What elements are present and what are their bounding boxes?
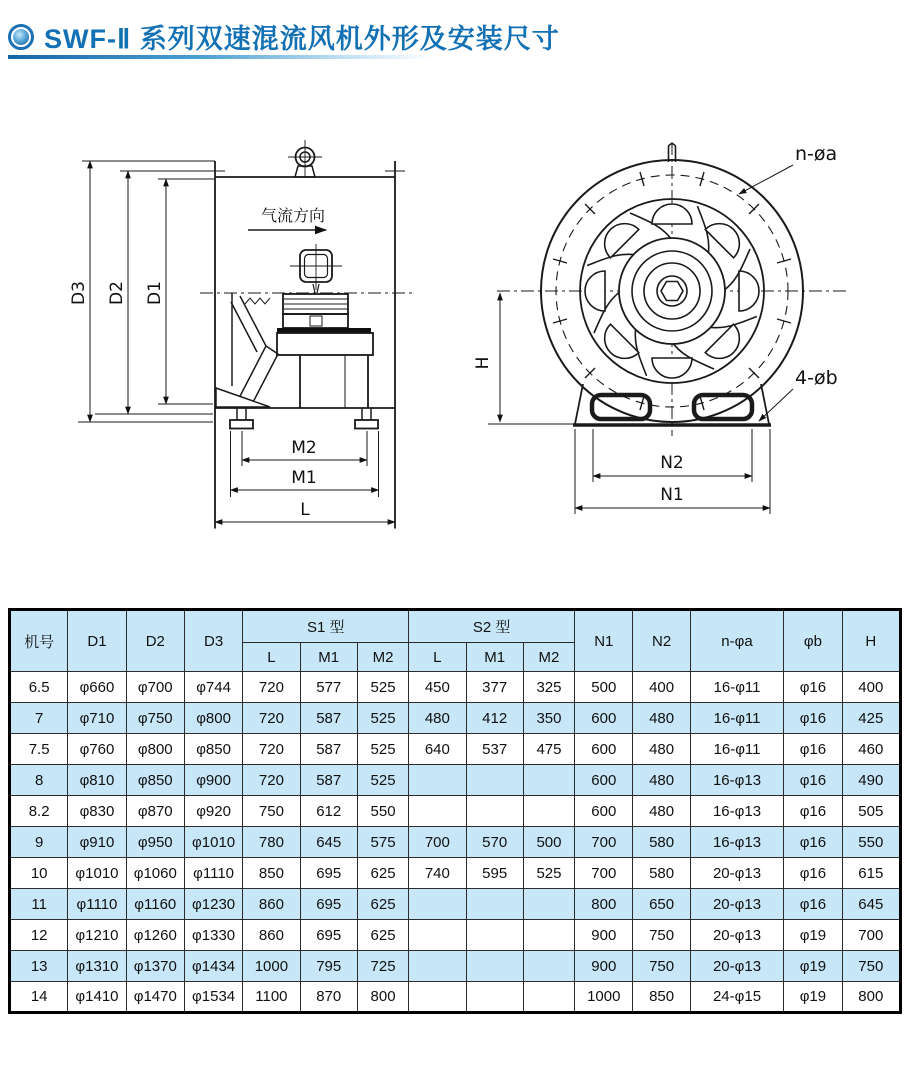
col-header-s2-type: S2 型 <box>409 610 575 643</box>
table-cell: 780 <box>243 827 300 858</box>
col-header-h: H <box>842 610 900 672</box>
col-header-s1-l: L <box>243 643 300 672</box>
table-cell <box>466 920 523 951</box>
table-cell: 860 <box>243 889 300 920</box>
table-cell: φ760 <box>68 734 126 765</box>
table-cell: φ1434 <box>184 951 242 982</box>
table-cell: 850 <box>633 982 690 1013</box>
table-cell: φ16 <box>784 858 842 889</box>
table-cell: φ1260 <box>126 920 184 951</box>
table-cell: 750 <box>633 951 690 982</box>
table-cell: 10 <box>10 858 68 889</box>
front-extension-lines <box>488 424 770 514</box>
col-header-d2: D2 <box>126 610 184 672</box>
table-cell <box>523 982 574 1013</box>
table-cell: φ950 <box>126 827 184 858</box>
table-cell: 600 <box>575 765 633 796</box>
table-cell: φ660 <box>68 672 126 703</box>
lifting-eye <box>288 140 322 178</box>
table-cell: φ750 <box>126 703 184 734</box>
table-cell: 7.5 <box>10 734 68 765</box>
table-cell: 587 <box>300 734 357 765</box>
inlet-cone <box>216 293 278 408</box>
col-header-s2-m1: M1 <box>466 643 523 672</box>
table-cell: 20-φ13 <box>690 889 784 920</box>
table-cell: 625 <box>357 858 408 889</box>
table-cell: 720 <box>243 734 300 765</box>
col-header-s1-m1: M1 <box>300 643 357 672</box>
table-cell: 480 <box>409 703 466 734</box>
table-header <box>10 610 901 672</box>
col-header-d3: D3 <box>184 610 242 672</box>
table-cell <box>409 765 466 796</box>
table-cell: 377 <box>466 672 523 703</box>
table-cell: 580 <box>633 858 690 889</box>
table-cell: 700 <box>409 827 466 858</box>
table-cell <box>409 796 466 827</box>
col-header-phi-b: φb <box>784 610 842 672</box>
table-cell: 525 <box>357 703 408 734</box>
table-cell: 750 <box>243 796 300 827</box>
table-cell: φ870 <box>126 796 184 827</box>
table-cell <box>409 951 466 982</box>
table-cell: 700 <box>575 858 633 889</box>
table-cell: 795 <box>300 951 357 982</box>
dim-label-n2: N2 <box>660 453 684 473</box>
table-cell: 625 <box>357 889 408 920</box>
table-cell: φ19 <box>784 920 842 951</box>
table-cell: φ800 <box>126 734 184 765</box>
table-cell: φ810 <box>68 765 126 796</box>
table-row <box>10 920 901 951</box>
airflow-direction-label: 气流方向 <box>261 206 326 225</box>
table-row <box>10 858 901 889</box>
title-underline <box>8 55 442 59</box>
table-cell: φ19 <box>784 982 842 1013</box>
table-cell: 587 <box>300 703 357 734</box>
table-row <box>10 765 901 796</box>
motor-support <box>277 333 373 408</box>
dim-label-l: L <box>300 500 310 520</box>
motor <box>277 294 371 333</box>
table-cell: 525 <box>357 672 408 703</box>
table-cell: φ1160 <box>126 889 184 920</box>
table-cell: 550 <box>842 827 900 858</box>
table-cell: 500 <box>575 672 633 703</box>
table-cell: 400 <box>842 672 900 703</box>
table-cell: φ920 <box>184 796 242 827</box>
table-cell: φ1060 <box>126 858 184 889</box>
dim-label-d3: D3 <box>69 281 89 305</box>
impeller-hub <box>619 238 725 344</box>
table-cell <box>466 889 523 920</box>
table-row <box>10 982 901 1013</box>
junction-box <box>290 244 342 293</box>
table-row <box>10 827 901 858</box>
table-cell: 612 <box>300 796 357 827</box>
dim-label-d1: D1 <box>145 281 165 305</box>
table-cell: 425 <box>842 703 900 734</box>
table-cell <box>466 796 523 827</box>
table-cell: 640 <box>409 734 466 765</box>
table-cell <box>409 982 466 1013</box>
table-cell: 1000 <box>243 951 300 982</box>
table-cell: 8 <box>10 765 68 796</box>
table-cell: φ1310 <box>68 951 126 982</box>
table-cell <box>466 765 523 796</box>
page-header <box>8 17 560 56</box>
table-row <box>10 734 901 765</box>
dim-label-m2: M2 <box>291 438 317 458</box>
table-cell: φ16 <box>784 672 842 703</box>
table-cell: 860 <box>243 920 300 951</box>
table-cell: 11 <box>10 889 68 920</box>
bullseye-icon-core <box>13 29 29 45</box>
table-cell: φ1230 <box>184 889 242 920</box>
bolt-circle-label: n-øa <box>795 143 838 165</box>
table-cell: 525 <box>357 734 408 765</box>
col-header-machine-no: 机号 <box>10 610 68 672</box>
table-cell: 1100 <box>243 982 300 1013</box>
table-cell: 600 <box>575 703 633 734</box>
dim-label-n1: N1 <box>660 485 684 505</box>
table-cell: 16-φ11 <box>690 703 784 734</box>
table-cell: 12 <box>10 920 68 951</box>
table-cell: 16-φ11 <box>690 734 784 765</box>
table-cell: 550 <box>357 796 408 827</box>
table-cell: φ850 <box>184 734 242 765</box>
table-row <box>10 672 901 703</box>
table-cell: 750 <box>842 951 900 982</box>
col-header-s1-type: S1 型 <box>243 610 409 643</box>
table-cell <box>409 889 466 920</box>
table-cell: 20-φ13 <box>690 920 784 951</box>
table-cell <box>523 889 574 920</box>
table-cell: 700 <box>842 920 900 951</box>
table-cell: 8.2 <box>10 796 68 827</box>
table-cell: φ1370 <box>126 951 184 982</box>
table-cell: 24-φ15 <box>690 982 784 1013</box>
table-cell: 577 <box>300 672 357 703</box>
dimension-table <box>8 608 902 1014</box>
side-view <box>78 140 412 529</box>
table-cell: 570 <box>466 827 523 858</box>
table-cell: 412 <box>466 703 523 734</box>
table-cell: 480 <box>633 734 690 765</box>
table-cell: 325 <box>523 672 574 703</box>
col-header-s1-m2: M2 <box>357 643 408 672</box>
table-cell <box>523 920 574 951</box>
table-cell: 16-φ13 <box>690 796 784 827</box>
table-cell: 650 <box>633 889 690 920</box>
table-row <box>10 796 901 827</box>
col-header-s2-m2: M2 <box>523 643 574 672</box>
table-cell: 475 <box>523 734 574 765</box>
table-cell: 870 <box>300 982 357 1013</box>
table-cell: 16-φ13 <box>690 765 784 796</box>
fan-drawing-svg <box>0 118 910 588</box>
table-cell: φ830 <box>68 796 126 827</box>
table-cell: φ1210 <box>68 920 126 951</box>
table-cell: φ744 <box>184 672 242 703</box>
table-cell: 695 <box>300 858 357 889</box>
table-cell: 720 <box>243 765 300 796</box>
table-cell: 600 <box>575 734 633 765</box>
table-cell: 695 <box>300 889 357 920</box>
table-cell: 700 <box>575 827 633 858</box>
table-cell: 480 <box>633 765 690 796</box>
table-row <box>10 703 901 734</box>
table-cell: 900 <box>575 920 633 951</box>
table-cell: 800 <box>357 982 408 1013</box>
table-cell: 490 <box>842 765 900 796</box>
table-cell: 600 <box>575 796 633 827</box>
table-cell: φ16 <box>784 765 842 796</box>
table-cell: 725 <box>357 951 408 982</box>
table-cell: 9 <box>10 827 68 858</box>
table-cell: 525 <box>523 858 574 889</box>
table-cell: 645 <box>300 827 357 858</box>
table-cell: 16-φ13 <box>690 827 784 858</box>
table-cell: φ850 <box>126 765 184 796</box>
table-cell <box>523 765 574 796</box>
table-cell: φ910 <box>68 827 126 858</box>
table-cell: 1000 <box>575 982 633 1013</box>
table-cell: 20-φ13 <box>690 858 784 889</box>
table-cell: 587 <box>300 765 357 796</box>
table-cell: 450 <box>409 672 466 703</box>
table-cell: 350 <box>523 703 574 734</box>
table-cell: 900 <box>575 951 633 982</box>
side-dimension-lines <box>90 161 395 522</box>
table-cell: φ16 <box>784 796 842 827</box>
table-cell: 800 <box>842 982 900 1013</box>
table-cell <box>466 951 523 982</box>
table-row <box>10 951 901 982</box>
col-header-n2: N2 <box>633 610 690 672</box>
col-header-n1: N1 <box>575 610 633 672</box>
table-cell: 800 <box>575 889 633 920</box>
table-cell: φ900 <box>184 765 242 796</box>
dim-label-d2: D2 <box>107 281 127 305</box>
page-title: SWF-Ⅱ 系列双速混流风机外形及安装尺寸 <box>44 24 560 54</box>
table-cell: 537 <box>466 734 523 765</box>
table-cell <box>523 796 574 827</box>
table-cell: φ16 <box>784 889 842 920</box>
table-cell <box>466 982 523 1013</box>
dim-label-m1: M1 <box>291 468 317 488</box>
table-cell: 500 <box>523 827 574 858</box>
table-cell: φ1110 <box>184 858 242 889</box>
bullseye-icon <box>8 24 34 50</box>
table-cell: φ1010 <box>184 827 242 858</box>
table-cell: φ800 <box>184 703 242 734</box>
col-header-s2-l: L <box>409 643 466 672</box>
table-cell: φ1330 <box>184 920 242 951</box>
table-cell: 460 <box>842 734 900 765</box>
dim-label-h: H <box>473 356 493 370</box>
table-cell: 16-φ11 <box>690 672 784 703</box>
table-cell <box>523 951 574 982</box>
table-cell: 505 <box>842 796 900 827</box>
table-cell <box>409 920 466 951</box>
table-cell: 480 <box>633 703 690 734</box>
table-cell: 615 <box>842 858 900 889</box>
mounting-feet-side <box>230 408 378 429</box>
bolt-circle-leader <box>739 165 793 194</box>
table-cell: 720 <box>243 703 300 734</box>
table-row <box>10 889 901 920</box>
table-cell: φ16 <box>784 827 842 858</box>
table-cell: φ1110 <box>68 889 126 920</box>
table-cell: φ1010 <box>68 858 126 889</box>
table-cell: 645 <box>842 889 900 920</box>
table-cell: 525 <box>357 765 408 796</box>
foot-hole-leader <box>759 389 793 421</box>
table-cell: 480 <box>633 796 690 827</box>
col-header-n-phi-a: n-φa <box>690 610 784 672</box>
table-cell: 750 <box>633 920 690 951</box>
table-cell: φ16 <box>784 734 842 765</box>
table-cell: 14 <box>10 982 68 1013</box>
table-cell: φ700 <box>126 672 184 703</box>
table-cell: 595 <box>466 858 523 889</box>
col-header-d1: D1 <box>68 610 126 672</box>
table-cell: 575 <box>357 827 408 858</box>
table-cell: 6.5 <box>10 672 68 703</box>
table-cell: 625 <box>357 920 408 951</box>
technical-drawing <box>0 118 910 588</box>
table-cell: 13 <box>10 951 68 982</box>
foot-hole-label: 4-øb <box>795 367 838 389</box>
table-cell: 850 <box>243 858 300 889</box>
table-cell: 695 <box>300 920 357 951</box>
table-cell: 720 <box>243 672 300 703</box>
table-cell: 7 <box>10 703 68 734</box>
table-cell: φ1534 <box>184 982 242 1013</box>
table-cell: φ19 <box>784 951 842 982</box>
table-cell: 740 <box>409 858 466 889</box>
table-body <box>10 672 901 1013</box>
table-cell: φ16 <box>784 703 842 734</box>
table-cell: φ1470 <box>126 982 184 1013</box>
table-cell: 580 <box>633 827 690 858</box>
table-cell: 20-φ13 <box>690 951 784 982</box>
table-cell: φ1410 <box>68 982 126 1013</box>
side-extension-lines <box>78 161 395 529</box>
table-cell: φ710 <box>68 703 126 734</box>
table-cell: 400 <box>633 672 690 703</box>
